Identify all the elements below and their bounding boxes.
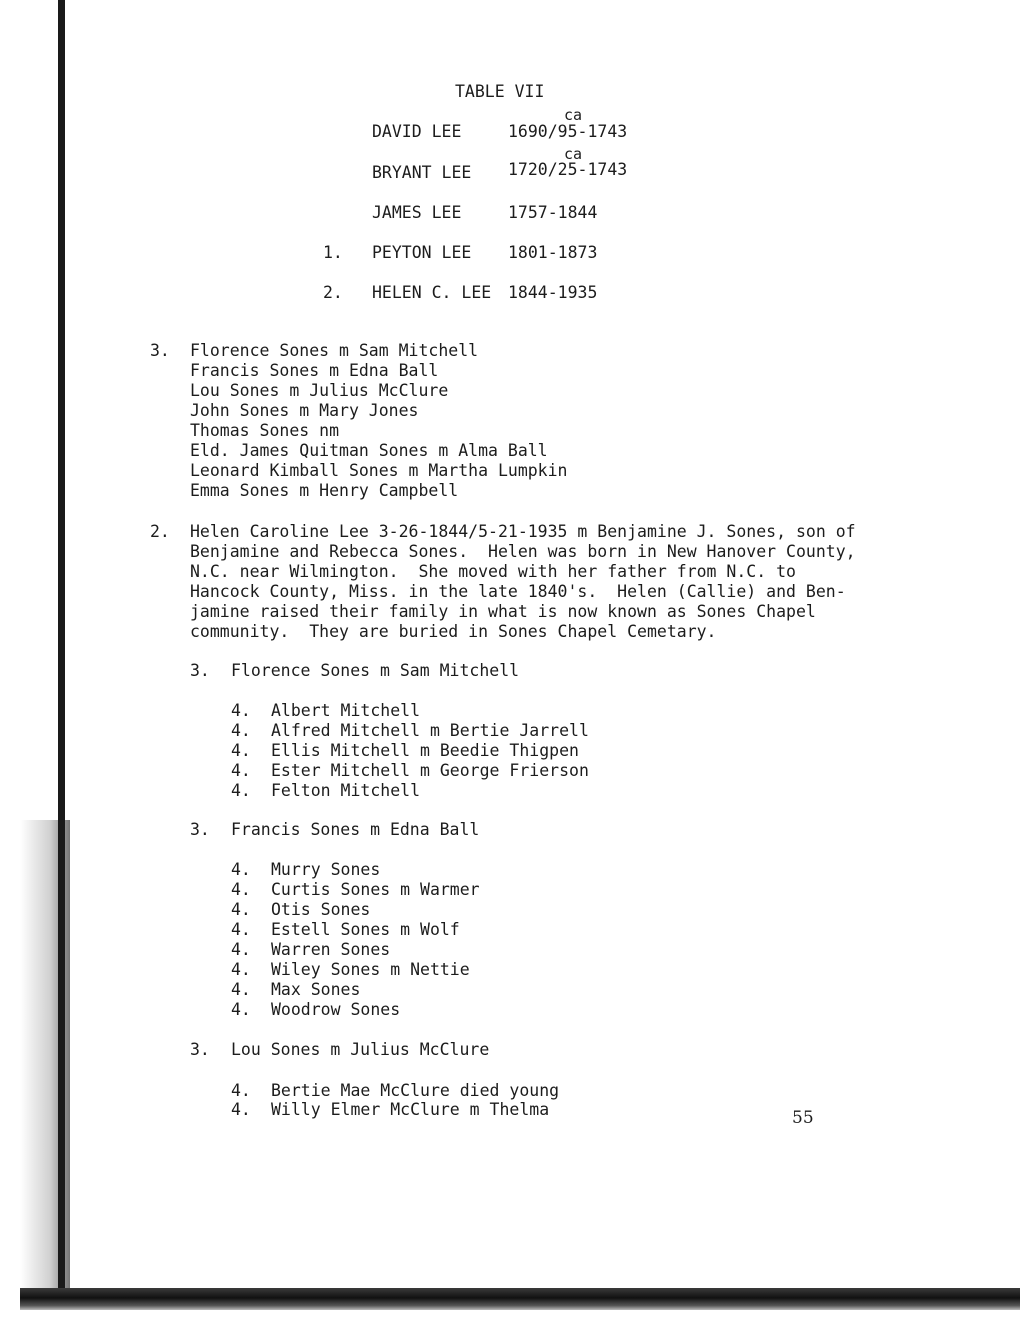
list-item: Lou Sones m Julius McClure <box>190 381 449 400</box>
lineage-name: PEYTON LEE <box>372 243 472 262</box>
paragraph-line: community. They are buried in Sones Chapel Cemetary. <box>190 622 717 641</box>
generation-number: 4. <box>231 701 251 720</box>
child-item: Felton Mitchell <box>271 781 421 800</box>
page-bottom-edge <box>20 1288 1020 1310</box>
generation-number: 4. <box>231 741 251 760</box>
generation-number: 4. <box>231 900 251 919</box>
child-item: Alfred Mitchell m Bertie Jarrell <box>271 721 589 740</box>
child-item: Woodrow Sones <box>271 1000 401 1019</box>
lineage-number: 1. <box>323 243 343 262</box>
lineage-years: 1720/25-1743 <box>508 160 628 179</box>
child-item: Ester Mitchell m George Frierson <box>271 761 589 780</box>
circa-marker: ca <box>564 106 583 124</box>
generation-number: 4. <box>231 1100 251 1119</box>
generation-number: 4. <box>231 940 251 959</box>
child-item: Max Sones <box>271 980 361 999</box>
generation-number: 3. <box>150 341 170 360</box>
child-item: Wiley Sones m Nettie <box>271 960 470 979</box>
generation-number: 4. <box>231 860 251 879</box>
lineage-years: 1690/95-1743 <box>508 122 628 141</box>
generation-number: 4. <box>231 980 251 999</box>
table-title: TABLE VII <box>455 82 545 101</box>
generation-number: 4. <box>231 781 251 800</box>
generation-number: 3. <box>190 820 210 839</box>
family-head: Lou Sones m Julius McClure <box>231 1040 490 1059</box>
child-item: Otis Sones <box>271 900 371 919</box>
paragraph-line: Hancock County, Miss. in the late 1840's. Helen (Callie) and Ben- <box>190 582 846 601</box>
paragraph-line: Helen Caroline Lee 3-26-1844/5-21-1935 m Benjamine J. Sones, son of <box>190 522 856 541</box>
lineage-years: 1801-1873 <box>508 243 598 262</box>
family-head: Florence Sones m Sam Mitchell <box>231 661 520 680</box>
paragraph-line: Benjamine and Rebecca Sones. Helen was born in New Hanover County, <box>190 542 856 561</box>
binding-spine <box>58 0 65 1290</box>
child-item: Curtis Sones m Warmer <box>271 880 480 899</box>
page-number: 55 <box>792 1108 814 1128</box>
list-item: Leonard Kimball Sones m Martha Lumpkin <box>190 461 568 480</box>
child-item: Ellis Mitchell m Beedie Thigpen <box>271 741 579 760</box>
child-item: Estell Sones m Wolf <box>271 920 460 939</box>
list-item: Emma Sones m Henry Campbell <box>190 481 459 500</box>
generation-number: 4. <box>231 960 251 979</box>
generation-number: 4. <box>231 721 251 740</box>
family-head: Francis Sones m Edna Ball <box>231 820 480 839</box>
lineage-years: 1757-1844 <box>508 203 598 222</box>
child-item: Willy Elmer McClure m Thelma <box>271 1100 550 1119</box>
lineage-name: JAMES LEE <box>372 203 462 222</box>
generation-number: 3. <box>190 1040 210 1059</box>
lineage-name: BRYANT LEE <box>372 163 472 182</box>
child-item: Bertie Mae McClure died young <box>271 1081 560 1100</box>
generation-number: 3. <box>190 661 210 680</box>
lineage-name: HELEN C. LEE <box>372 283 492 302</box>
circa-marker: ca <box>564 145 583 163</box>
generation-number: 4. <box>231 920 251 939</box>
generation-number: 4. <box>231 761 251 780</box>
child-item: Albert Mitchell <box>271 701 421 720</box>
lineage-name: DAVID LEE <box>372 122 462 141</box>
generation-number: 2. <box>150 522 170 541</box>
generation-number: 4. <box>231 1000 251 1019</box>
generation-number: 4. <box>231 1081 251 1100</box>
list-item: Francis Sones m Edna Ball <box>190 361 439 380</box>
list-item: Thomas Sones nm <box>190 421 340 440</box>
lineage-number: 2. <box>323 283 343 302</box>
list-item: Eld. James Quitman Sones m Alma Ball <box>190 441 548 460</box>
child-item: Warren Sones <box>271 940 391 959</box>
generation-number: 4. <box>231 880 251 899</box>
list-item: John Sones m Mary Jones <box>190 401 419 420</box>
paragraph-line: N.C. near Wilmington. She moved with her father from N.C. to <box>190 562 796 581</box>
paragraph-line: jamine raised their family in what is now known as Sones Chapel <box>190 602 816 621</box>
list-item: Florence Sones m Sam Mitchell <box>190 341 479 360</box>
lineage-years: 1844-1935 <box>508 283 598 302</box>
child-item: Murry Sones <box>271 860 381 879</box>
